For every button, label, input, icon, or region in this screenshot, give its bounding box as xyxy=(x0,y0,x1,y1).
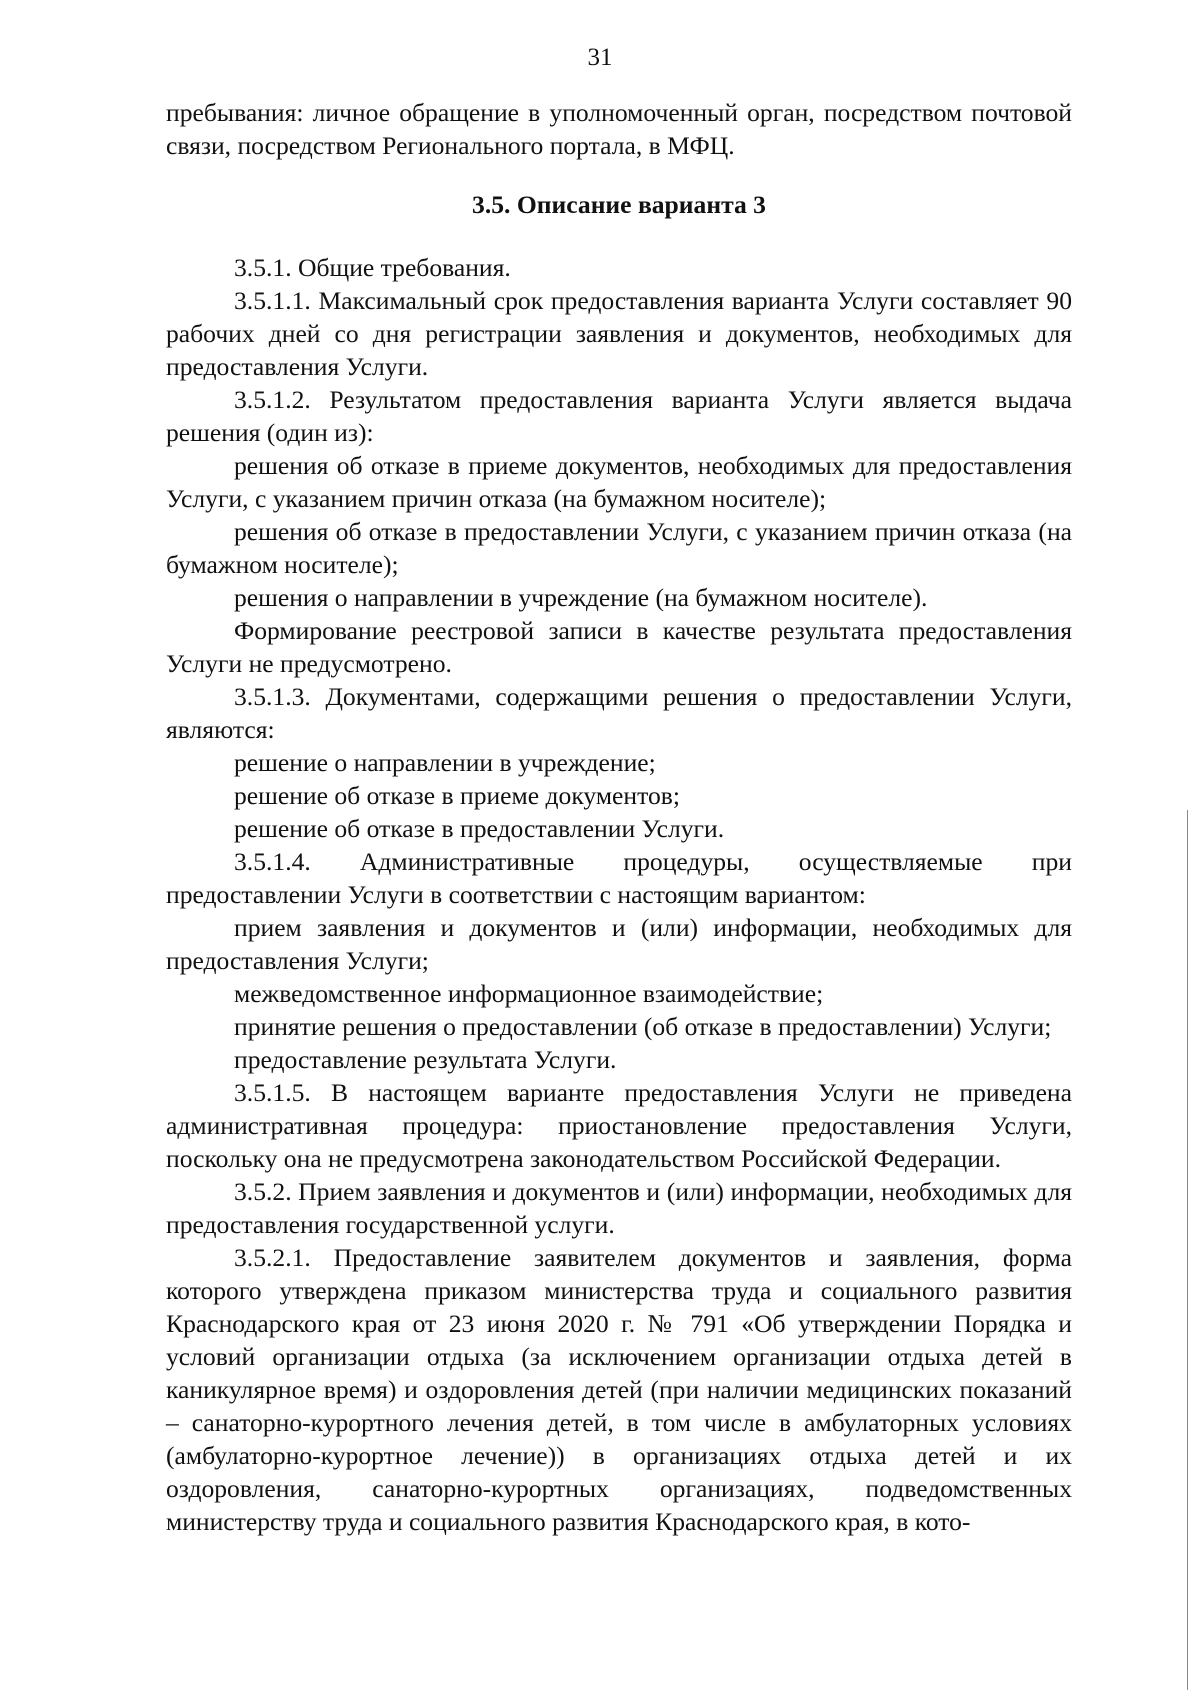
list-item: решение об отказе в приеме документов; xyxy=(234,781,680,810)
paragraph-3-5-1-4: 3.5.1.4. Административные процедуры, осуществляемые при предоставлении Услуги в соответствии с настоящим вариантом: xyxy=(166,847,1072,909)
list-item: решения об отказе в приеме документов, необходимых для предоставления Услуги, с указанием причин отказа (на бумажном носителе); xyxy=(166,451,1072,513)
paragraph-3-5-2: 3.5.2. Прием заявления и документов и (или) информации, необходимых для предоставления государственной услуги. xyxy=(166,1177,1072,1239)
document-body xyxy=(166,96,1072,1538)
list-item: принятие решения о предоставлении (об отказе в предоставлении) Услуги; xyxy=(234,1012,1052,1041)
list-item: решение о направлении в учреждение; xyxy=(234,748,656,777)
scan-edge-line xyxy=(1187,810,1188,1690)
list-item: предоставление результата Услуги. xyxy=(234,1045,617,1074)
paragraph-registry-note: Формирование реестровой записи в качестве результата предоставления Услуги не предусмотрено. xyxy=(166,616,1072,678)
lead-paragraph: пребывания: личное обращение в уполномоченный орган, посредством почтовой связи, посредством Регионального портала, в МФЦ. xyxy=(166,98,1072,160)
paragraph-3-5-1-1: 3.5.1.1. Максимальный срок предоставления варианта Услуги составляет 90 рабочих дней со дня регистрации заявления и документов, необходимых для предоставления Услуги. xyxy=(166,286,1072,381)
list-item: решения об отказе в предоставлении Услуги, с указанием причин отказа (на бумажном носителе); xyxy=(166,517,1072,579)
paragraph-3-5-1-3: 3.5.1.3. Документами, содержащими решения о предоставлении Услуги, являются: xyxy=(166,682,1072,744)
section-heading: 3.5. Описание варианта 3 xyxy=(472,190,766,219)
paragraph-3-5-1: 3.5.1. Общие требования. xyxy=(234,253,511,282)
page-number: 31 xyxy=(587,44,613,71)
list-item: решение об отказе в предоставлении Услуги. xyxy=(234,814,725,843)
paragraph-3-5-1-2: 3.5.1.2. Результатом предоставления варианта Услуги является выдача решения (один из): xyxy=(166,385,1072,447)
paragraph-3-5-2-1: 3.5.2.1. Предоставление заявителем документов и заявления, форма которого утверждена приказом министерства труда и социального развития Краснодарского края от 23 июня 2020 г. № 791 «Об утверждении Порядка и условий организации отдыха (за исключением организации отдыха детей в каникулярное время) и оздоровления детей (при наличии медицинских показаний – санаторно-курортного лечения детей, в том числе в амбулаторных условиях (амбулаторно-курортное лечение)) в организациях отдыха детей и их оздоровления, санаторно-курортных организациях, подведомственных министерству труда и социального развития Краснодарского края, в кото- xyxy=(166,1243,1072,1536)
list-item: прием заявления и документов и (или) информации, необходимых для предоставления Услуги; xyxy=(166,913,1072,975)
paragraph-3-5-1-5: 3.5.1.5. В настоящем варианте предоставления Услуги не приведена административная процедура: приостановление предоставления Услуги, поскольку она не предусмотрена законодательством Российской Федерации. xyxy=(166,1078,1072,1173)
list-item: межведомственное информационное взаимодействие; xyxy=(234,979,824,1008)
list-item: решения о направлении в учреждение (на бумажном носителе). xyxy=(234,583,928,612)
